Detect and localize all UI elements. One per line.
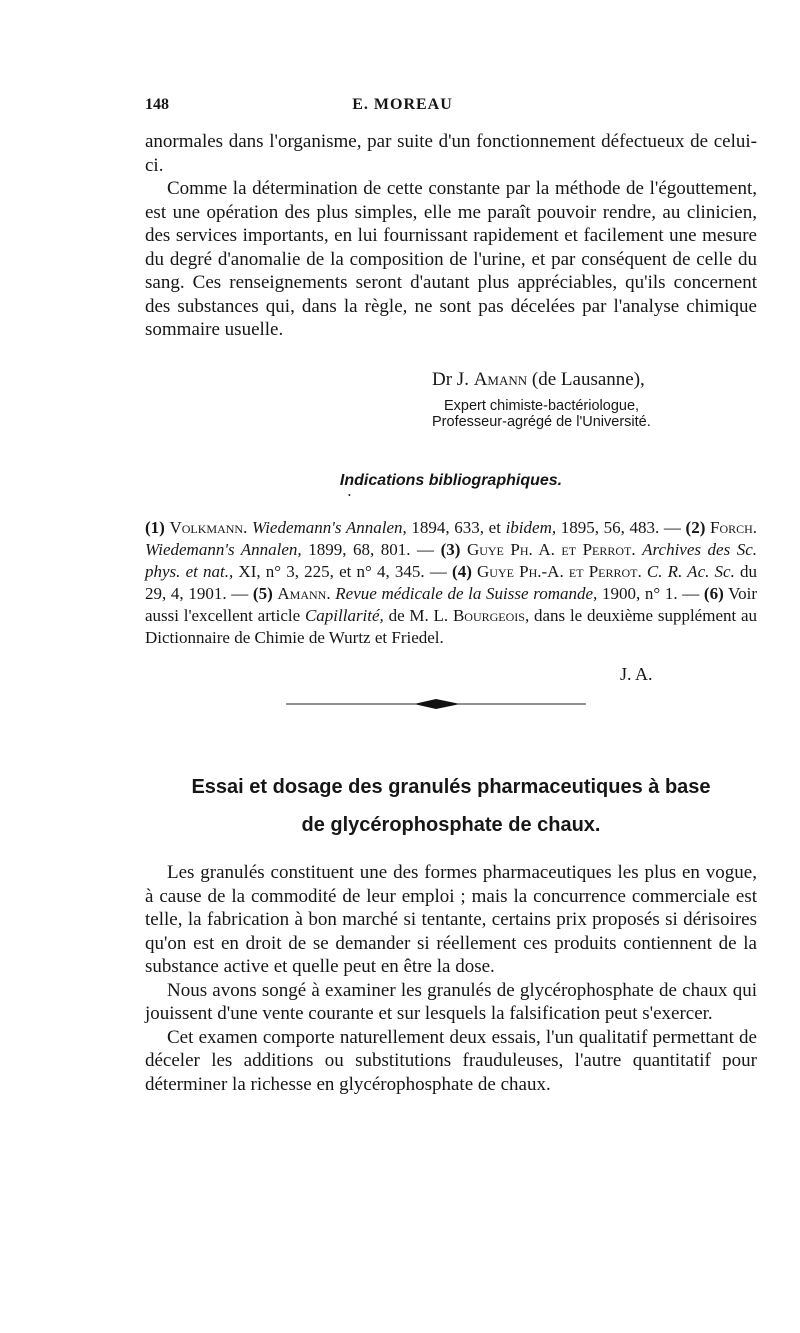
bibliography: [145, 517, 757, 649]
running-title: E. MOREAU: [352, 96, 453, 113]
ref-detail: XI, n° 3, 225, et n° 4, 345. —: [238, 562, 447, 581]
running-head: [145, 96, 660, 118]
ref-number: (6): [703, 584, 724, 603]
ref-author: Amann.: [277, 584, 331, 603]
author-credentials: [432, 398, 692, 430]
intro-paragraph-1: anormales dans l'organisme, par suite d'un fonctionnement défectueux de celui-ci.: [145, 131, 757, 176]
bullet-mark: •: [348, 491, 351, 500]
ref-detail: 1900, n° 1. —: [601, 584, 700, 603]
ref-detail: dans le deuxième supplément au Dictionnaire de Chimie de Wurtz et Friedel.: [145, 606, 758, 647]
article-paragraph-1: Les granulés constituent une des formes pharmaceutiques les plus en vogue, à cause de la commodité de leur emploi ; mais la concurrence commerciale est telle, la fabrication à bon marché si tentante, certains prix proposés si dérisoires qu'on est en droit de se demander si réellement ces produits contiennent de la substance active et quelle peut en être la dose.: [145, 862, 757, 977]
ref-author: Forch.: [710, 518, 758, 537]
ref-number: (5): [252, 584, 273, 603]
ref-detail: 1899, 68, 801. —: [308, 540, 435, 559]
ref-number: (4): [452, 562, 472, 581]
article-title-line-2: de glycérophosphate de chaux.: [301, 814, 601, 836]
ref-detail: Voir aussi l'excellent article: [145, 584, 758, 625]
ref-detail: 1895, 56, 483. —: [560, 518, 681, 537]
article-body: [145, 861, 757, 1096]
signature-name: Amann: [473, 369, 528, 390]
ref-author: Guye Ph. A. et Perrot.: [466, 540, 636, 559]
intro-text: [145, 130, 757, 342]
ref-author: Volkmann.: [169, 518, 248, 537]
ref-title: Wiedemann's Annalen,: [251, 518, 407, 537]
ref-number: (1): [145, 518, 165, 537]
signature-prefix: Dr J.: [432, 369, 469, 390]
ref-number: (3): [440, 540, 461, 559]
ref-detail: du 29, 4, 1901. —: [145, 562, 757, 603]
credential-line-2: Professeur-agrégé de l'Université.: [432, 414, 651, 430]
ref-title: Archives des Sc. phys. et nat.,: [145, 540, 758, 581]
article-paragraph-2: Nous avons songé à examiner les granulés de glycérophosphate de chaux qui jouissent d'une vente courante et sur lesquels la falsification peut s'exercer.: [145, 979, 757, 1024]
bibliography-initials: J. A.: [620, 664, 653, 684]
article-title: [145, 768, 757, 844]
ref-number: (2): [685, 518, 706, 537]
divider-diamond-icon: [414, 699, 460, 709]
intro-paragraph-2: Comme la détermination de cette constante par la méthode de l'égouttement, est une opération des plus simples, elle me paraît pouvoir rendre, au clinicien, des services importants, en lui fournissant rapidement et facilement une mesure du degré d'anomalie de la composition de l'urine, et par conséquent de celle du sang. Ces renseignements seront d'autant plus appréciables, qu'ils concernent des substances qui, dans la règle, ne sont pas décelées par l'analyse chimique sommaire usuelle.: [145, 178, 757, 340]
author-signature: [432, 368, 645, 392]
ref-author: Bourgeois,: [452, 606, 530, 625]
ref-title: Capillarité,: [304, 606, 384, 625]
section-divider-ornament: [286, 695, 586, 713]
ref-title: Revue médicale de la Suisse romande,: [335, 584, 598, 603]
ref-title: C. R. Ac. Sc.: [646, 562, 735, 581]
bibliography-heading: Indications bibliographiques.: [339, 472, 563, 489]
ref-title: Wiedemann's Annalen,: [145, 540, 302, 559]
ref-title: ibidem,: [505, 518, 557, 537]
ref-detail: 1894, 633, et: [411, 518, 501, 537]
ref-detail: de M. L.: [388, 606, 449, 625]
bibliography-text: [145, 517, 757, 649]
article-title-line-1: Essai et dosage des granulés pharmaceutiques à base: [191, 776, 711, 798]
ref-author: Guye Ph.-A. et Perrot.: [477, 562, 642, 581]
signature-place: (de Lausanne),: [531, 369, 645, 390]
page-number: 148: [145, 96, 169, 113]
article-paragraph-3: Cet examen comporte naturellement deux essais, l'un qualitatif permettant de déceler les additions ou substitutions frauduleuses, l'autre quantitatif pour déterminer la richesse en glycérophosphate de chaux.: [145, 1026, 757, 1095]
credential-line-1: Expert chimiste-bactériologue,: [444, 398, 640, 414]
